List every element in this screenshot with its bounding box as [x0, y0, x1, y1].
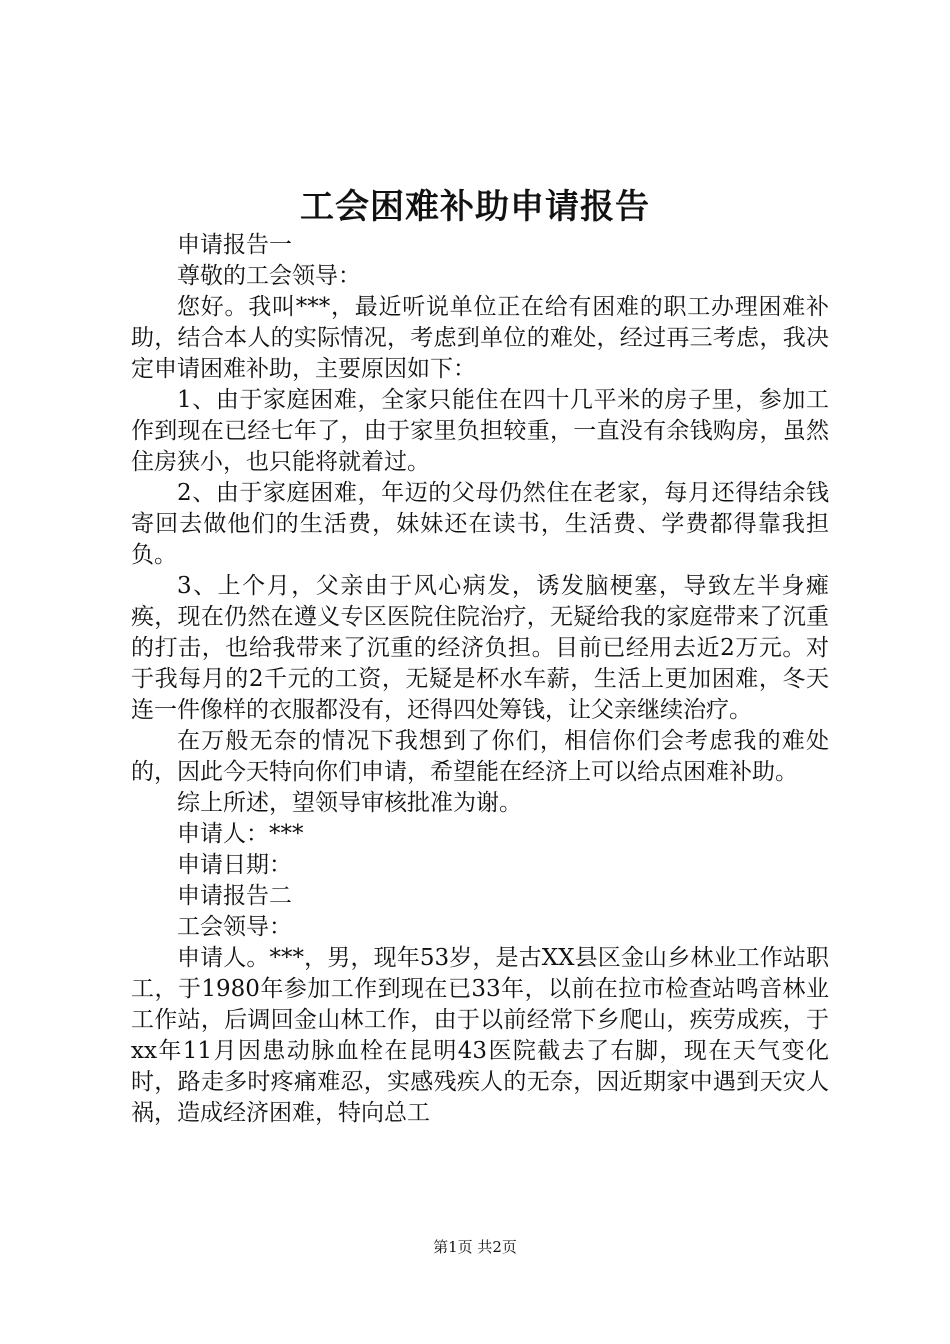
paragraph-applicant: 申请人：***: [177, 821, 304, 847]
paragraph-report-two-heading: 申请报告二: [177, 883, 292, 909]
paragraph-salutation: 尊敬的工会领导：: [177, 263, 361, 289]
paragraph-report-two-body: 申请人。***，男，现年53岁，是古XX县区金山乡林业工作站职工，于1980年参加工作到现在已33年，以前在拉市检查站鸣音林业工作站，后调回金山林工作，由于以前经常下乡爬山，疾劳成疾，于xx年11月因患动脉血栓在昆明43医院截去了右脚，现在天气变化时，路走多时疼痛难忍，实感残疾人的无奈，因近期家中遇到天灾人祸，造成经济困难，特向总工: [131, 945, 829, 1126]
paragraph-reason-2: 2、由于家庭困难，年迈的父母仍然住在老家，每月还得结余钱寄回去做他们的生活费，妹妹还在读书，生活费、学费都得靠我担负。: [131, 480, 829, 568]
paragraph-report-one-heading: 申请报告一: [177, 232, 292, 258]
paragraph-salutation-two: 工会领导：: [177, 914, 292, 940]
page-footer: 第1页 共2页: [433, 1238, 517, 1256]
paragraph-intro: 您好。我叫***，最近听说单位正在给有困难的职工办理困难补助，结合本人的实际情况，考虑到单位的难处，经过再三考虑，我决定申请困难补助，主要原因如下：: [131, 294, 829, 382]
paragraph-date: 申请日期：: [177, 852, 292, 878]
paragraph-reason-3: 3、上个月，父亲由于风心病发，诱发脑梗塞，导致左半身瘫痪，现在仍然在遵义专区医院住院治疗，无疑给我的家庭带来了沉重的打击，也给我带来了沉重的经济负担。目前已经用去近2万元。对于我每月的2千元的工资，无疑是杯水车薪，生活上更加困难，冬天连一件像样的衣服都没有，还得四处筹钱，让父亲继续治疗。: [131, 573, 829, 723]
document-body: [131, 230, 829, 1129]
document-title: 工会困难补助申请报告: [300, 187, 650, 227]
paragraph-conclusion: 综上所述，望领导审核批准为谢。: [177, 790, 522, 816]
paragraph-reason-1: 1、由于家庭困难，全家只能住在四十几平米的房子里，参加工作到现在已经七年了，由于家里负担较重，一直没有余钱购房，虽然住房狭小，也只能将就着过。: [131, 387, 829, 475]
paragraph-request: 在万般无奈的情况下我想到了你们，相信你们会考虑我的难处的，因此今天特向你们申请，希望能在经济上可以给点困难补助。: [131, 728, 829, 785]
